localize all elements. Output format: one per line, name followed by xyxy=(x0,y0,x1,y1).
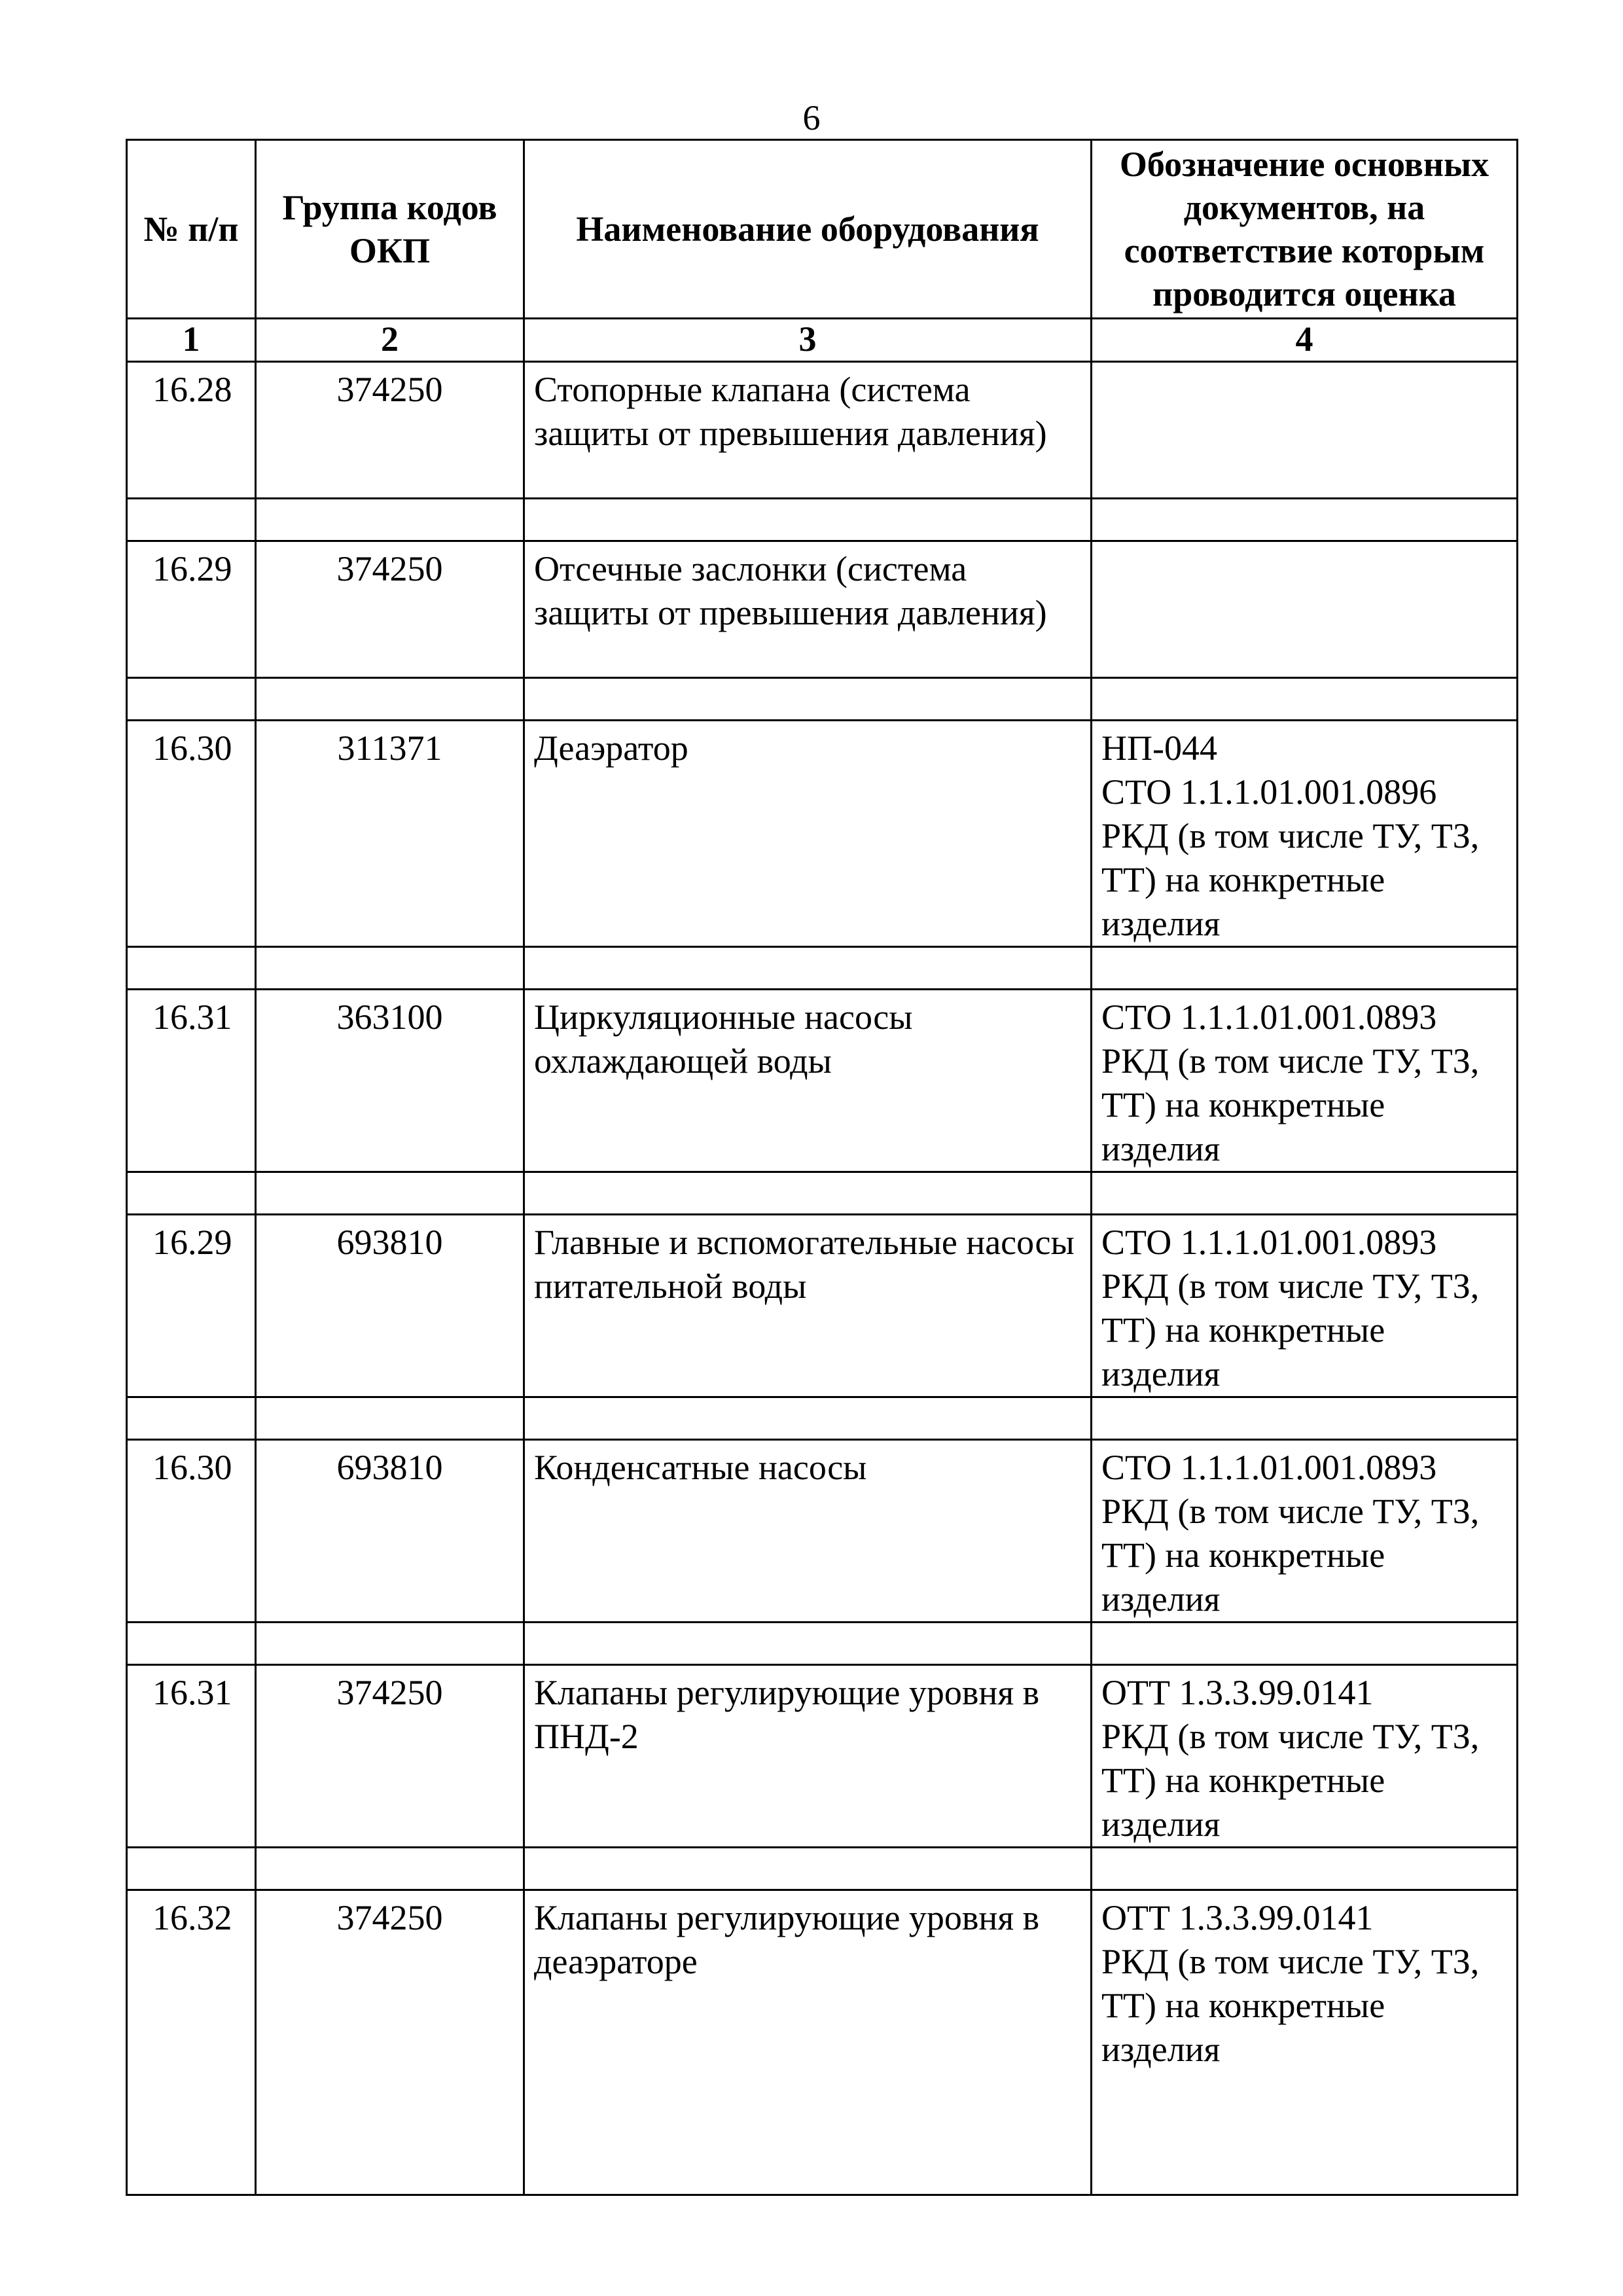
spacer-row xyxy=(127,947,1518,990)
empty-cell xyxy=(524,499,1092,541)
empty-cell xyxy=(524,678,1092,721)
empty-cell xyxy=(524,1623,1092,1665)
okp-code: 693810 xyxy=(256,1215,524,1397)
table-row xyxy=(127,721,1518,947)
document-reference: РКД (в том числе ТУ, ТЗ, ТТ) на конкретные изделия xyxy=(1101,1041,1480,1168)
empty-cell xyxy=(127,1848,256,1890)
equipment-name: Деаэратор xyxy=(524,721,1092,947)
row-number: 16.28 xyxy=(127,362,256,499)
documents-cell xyxy=(1092,990,1518,1172)
table-row xyxy=(127,362,1518,499)
document-reference: НП-044 xyxy=(1101,728,1217,768)
empty-cell xyxy=(1092,1397,1518,1440)
documents-cell xyxy=(1092,362,1518,499)
column-number: 1 xyxy=(127,319,256,362)
spacer-row xyxy=(127,1397,1518,1440)
documents-cell xyxy=(1092,1215,1518,1397)
equipment-name: Главные и вспомогательные насосы питательной воды xyxy=(524,1215,1092,1397)
row-number: 16.31 xyxy=(127,1665,256,1848)
document-reference: СТО 1.1.1.01.001.0893 xyxy=(1101,997,1437,1037)
documents-cell xyxy=(1092,1440,1518,1623)
documents-cell xyxy=(1092,721,1518,947)
empty-cell xyxy=(256,947,524,990)
header-docs: Обозначение основных документов, на соответствие которым проводится оценка xyxy=(1092,140,1518,319)
empty-cell xyxy=(524,1172,1092,1215)
empty-cell xyxy=(127,499,256,541)
table-body xyxy=(127,319,1518,2195)
okp-code: 693810 xyxy=(256,1440,524,1623)
row-number: 16.29 xyxy=(127,1215,256,1397)
page-number: 6 xyxy=(802,98,821,137)
equipment-name: Стопорные клапана (система защиты от превышения давления) xyxy=(524,362,1092,499)
equipment-table xyxy=(126,139,1518,2196)
document-reference: СТО 1.1.1.01.001.0893 xyxy=(1101,1448,1437,1487)
table-row xyxy=(127,541,1518,678)
document-reference: РКД (в том числе ТУ, ТЗ, ТТ) на конкретные изделия xyxy=(1101,1942,1480,2069)
column-number: 3 xyxy=(524,319,1092,362)
row-number: 16.30 xyxy=(127,1440,256,1623)
documents-cell xyxy=(1092,1890,1518,2195)
row-number: 16.31 xyxy=(127,990,256,1172)
empty-cell xyxy=(1092,947,1518,990)
empty-cell xyxy=(127,1623,256,1665)
equipment-name: Клапаны регулирующие уровня в деаэраторе xyxy=(524,1890,1092,2195)
spacer-row xyxy=(127,1172,1518,1215)
equipment-name: Клапаны регулирующие уровня в ПНД-2 xyxy=(524,1665,1092,1848)
document-reference: РКД (в том числе ТУ, ТЗ, ТТ) на конкретные изделия xyxy=(1101,1717,1480,1844)
row-number: 16.30 xyxy=(127,721,256,947)
document-reference: СТО 1.1.1.01.001.0893 xyxy=(1101,1223,1437,1262)
empty-cell xyxy=(1092,1848,1518,1890)
header-num: № п/п xyxy=(127,140,256,319)
table-row xyxy=(127,1665,1518,1848)
empty-cell xyxy=(1092,499,1518,541)
spacer-row xyxy=(127,1623,1518,1665)
empty-cell xyxy=(256,678,524,721)
spacer-row xyxy=(127,499,1518,541)
equipment-name: Циркуляционные насосы охлаждающей воды xyxy=(524,990,1092,1172)
document-reference: РКД (в том числе ТУ, ТЗ, ТТ) на конкретные изделия xyxy=(1101,816,1480,943)
empty-cell xyxy=(127,1397,256,1440)
column-number: 4 xyxy=(1092,319,1518,362)
empty-cell xyxy=(524,1397,1092,1440)
document-reference: РКД (в том числе ТУ, ТЗ, ТТ) на конкретные изделия xyxy=(1101,1266,1480,1393)
empty-cell xyxy=(127,947,256,990)
empty-cell xyxy=(127,678,256,721)
empty-cell xyxy=(1092,1623,1518,1665)
document-reference: РКД (в том числе ТУ, ТЗ, ТТ) на конкретные изделия xyxy=(1101,1492,1480,1619)
header-okp: Группа кодов ОКП xyxy=(256,140,524,319)
documents-cell xyxy=(1092,1665,1518,1848)
empty-cell xyxy=(1092,1172,1518,1215)
table-row xyxy=(127,990,1518,1172)
table-header xyxy=(127,140,1518,319)
okp-code: 374250 xyxy=(256,1890,524,2195)
okp-code: 363100 xyxy=(256,990,524,1172)
empty-cell xyxy=(256,1172,524,1215)
spacer-row xyxy=(127,1848,1518,1890)
empty-cell xyxy=(524,1848,1092,1890)
table-row xyxy=(127,1890,1518,2195)
row-number: 16.29 xyxy=(127,541,256,678)
document-reference: ОТТ 1.3.3.99.0141 xyxy=(1101,1673,1374,1712)
okp-code: 374250 xyxy=(256,362,524,499)
okp-code: 311371 xyxy=(256,721,524,947)
okp-code: 374250 xyxy=(256,1665,524,1848)
empty-cell xyxy=(127,1172,256,1215)
empty-cell xyxy=(256,1397,524,1440)
equipment-name: Конденсатные насосы xyxy=(524,1440,1092,1623)
empty-cell xyxy=(256,1848,524,1890)
equipment-name: Отсечные заслонки (система защиты от превышения давления) xyxy=(524,541,1092,678)
header-name: Наименование оборудования xyxy=(524,140,1092,319)
table-row xyxy=(127,1440,1518,1623)
document-reference: ОТТ 1.3.3.99.0141 xyxy=(1101,1898,1374,1937)
empty-cell xyxy=(524,947,1092,990)
document-reference: СТО 1.1.1.01.001.0896 xyxy=(1101,772,1437,812)
empty-cell xyxy=(256,499,524,541)
column-numbers-row xyxy=(127,319,1518,362)
column-number: 2 xyxy=(256,319,524,362)
documents-cell xyxy=(1092,541,1518,678)
okp-code: 374250 xyxy=(256,541,524,678)
empty-cell xyxy=(1092,678,1518,721)
empty-cell xyxy=(256,1623,524,1665)
spacer-row xyxy=(127,678,1518,721)
table-row xyxy=(127,1215,1518,1397)
row-number: 16.32 xyxy=(127,1890,256,2195)
